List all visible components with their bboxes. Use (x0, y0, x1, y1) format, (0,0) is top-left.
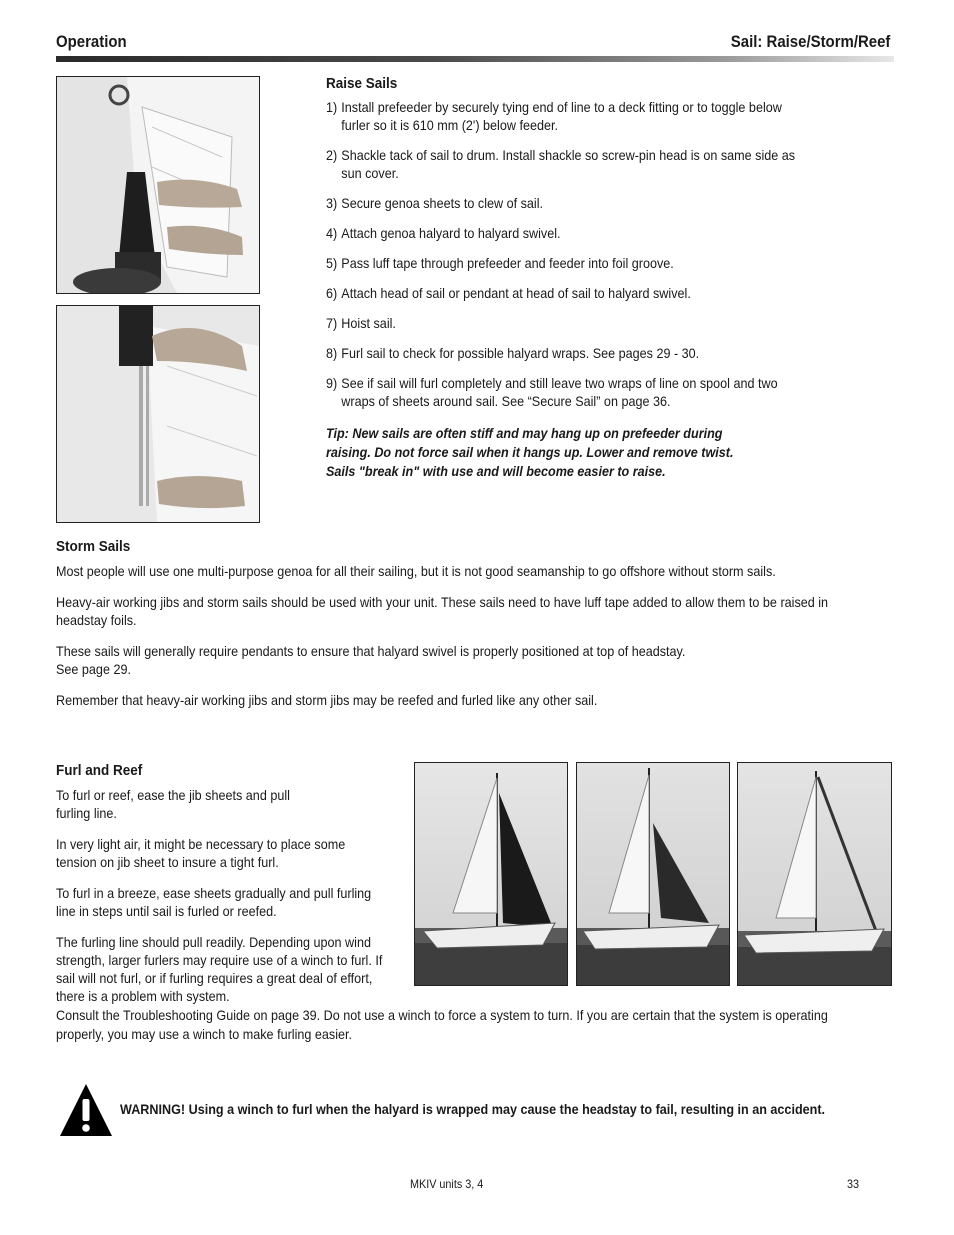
warning-triangle-icon (58, 1082, 114, 1138)
footer-model: MKIV units 3, 4 (410, 1177, 484, 1191)
paragraph: Remember that heavy-air working jibs and storm jibs may be reefed and furled like any other sail. (56, 692, 598, 708)
list-item: 6) Attach head of sail or pendant at head of sail to halyard swivel. (326, 285, 691, 301)
list-item: 3) Secure genoa sheets to clew of sail. (326, 195, 544, 211)
list-item: 1) Install prefeeder by securely tying end of line to a deck fitting or to toggle below furler so it is 610 mm (2') below feeder. (326, 99, 782, 133)
photo-feeding-luff-tape (56, 305, 260, 523)
photo-sailboat-full-sail (414, 762, 568, 986)
header-rule (56, 56, 894, 62)
page-topic: Sail: Raise/Storm/Reef (730, 32, 890, 51)
list-item: 5) Pass luff tape through prefeeder and feeder into foil groove. (326, 255, 674, 271)
tip-text: Tip: New sails are often stiff and may hang up on prefeeder during raising. Do not force sail when it hangs up. Lower and remove twist. Sails "break in" with use and will become easier to raise. (326, 425, 734, 479)
storm-sails-body (56, 562, 954, 722)
raise-sails-steps (326, 98, 856, 422)
furl-reef-body (56, 786, 426, 1018)
paragraph: To furl or reef, ease the jib sheets and pull furling line. (56, 787, 290, 821)
photo-sailboat-furled (737, 762, 892, 986)
section-title: Operation (56, 32, 127, 51)
warning-text: WARNING! Using a winch to furl when the halyard is wrapped may cause the headstay to fail, resulting in an accident. (120, 1101, 826, 1117)
list-item: 4) Attach genoa halyard to halyard swivel. (326, 225, 561, 241)
list-item: 8) Furl sail to check for possible halyard wraps. See pages 29 - 30. (326, 345, 700, 361)
paragraph: In very light air, it might be necessary to place some tension on jib sheet to insure a tight furl. (56, 836, 346, 870)
paragraph: These sails will generally require pendants to ensure that halyard swivel is properly positioned at top of headstay. See page 29. (56, 643, 686, 677)
paragraph: To furl in a breeze, ease sheets gradually and pull furling line in steps until sail is furled or reefed. (56, 885, 372, 919)
paragraph: The furling line should pull readily. Depending upon wind strength, larger furlers may require use of a winch to furl. If sail will not furl, or if furling requires a great deal of effort, there is a problem with system. (56, 934, 383, 1004)
furl-reef-heading: Furl and Reef (56, 762, 143, 779)
furl-reef-continued: Consult the Troubleshooting Guide on page 39. Do not use a winch to force a system to turn. If you are certain that the system is operating properly, you may use a winch to make furling easier. (56, 1007, 828, 1042)
list-item: 2) Shackle tack of sail to drum. Install shackle so screw-pin head is on same side as sun cover. (326, 147, 796, 181)
page-number: 33 (847, 1177, 860, 1191)
paragraph: Heavy-air working jibs and storm sails should be used with your unit. These sails need to have luff tape added to allow them to be raised in headstay foils. (56, 594, 829, 628)
list-item: 7) Hoist sail. (326, 315, 396, 331)
list-item: 9) See if sail will furl completely and still leave two wraps of line on spool and two wraps of sheets around sail. See “Secure Sail” on page 36. (326, 375, 778, 409)
photo-install-sail-drum (56, 76, 260, 294)
raise-sails-heading: Raise Sails (326, 75, 398, 92)
photo-sailboat-partial-reef (576, 762, 730, 986)
paragraph: Most people will use one multi-purpose genoa for all their sailing, but it is not good seamanship to go offshore without storm sails. (56, 563, 776, 579)
storm-sails-heading: Storm Sails (56, 538, 131, 555)
